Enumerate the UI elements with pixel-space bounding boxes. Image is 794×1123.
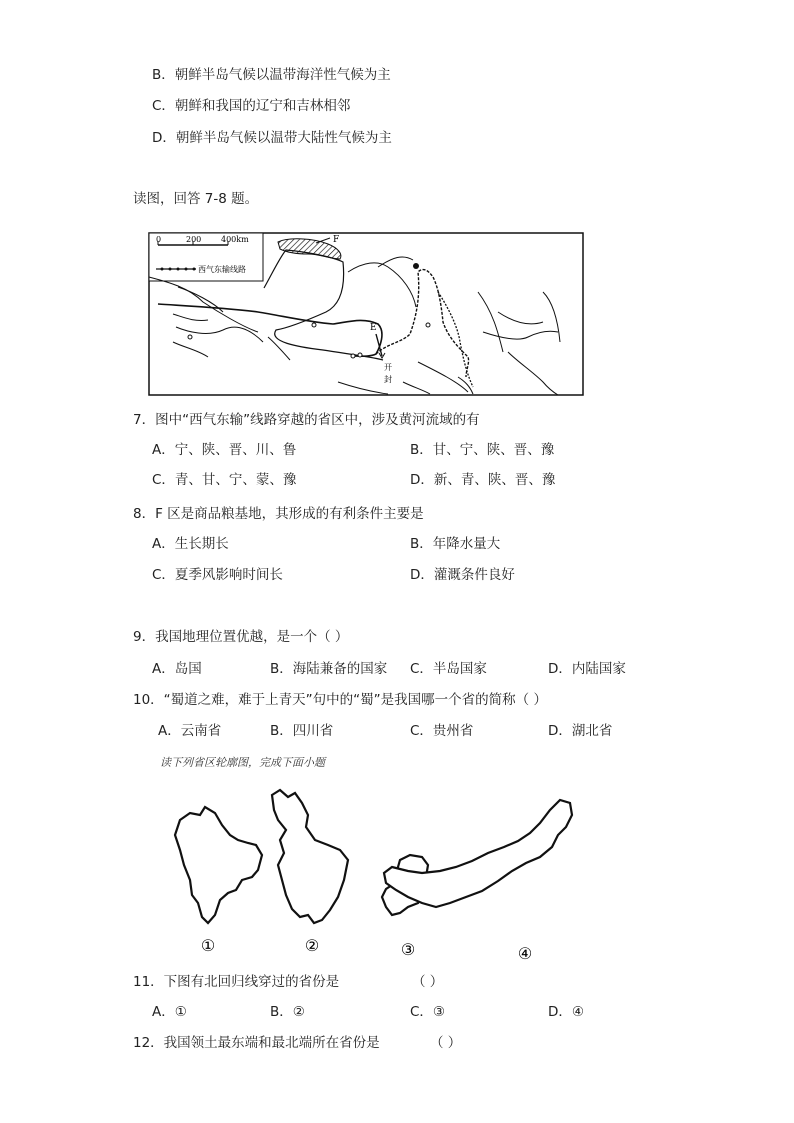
q8-option-d: D．灌溉条件良好 — [410, 567, 515, 583]
q9-option-b: B．海陆兼备的国家 — [270, 661, 388, 677]
q8-option-c: C．夏季风影响时间长 — [152, 567, 283, 583]
q9-option-d: D．内陆国家 — [548, 661, 626, 677]
q11-option-c: C．③ — [410, 1004, 446, 1020]
q11-option-a: A．① — [152, 1004, 187, 1020]
intro-11-12: 读下列省区轮廓图，完成下面小题 — [160, 756, 325, 769]
province-label-1: ① — [200, 936, 216, 955]
q12-stem: 12．我国领土最东端和最北端所在省份是 — [133, 1035, 380, 1051]
prev-option-c: C．朝鲜和我国的辽宁和吉林相邻 — [152, 98, 351, 114]
q7-option-c: C．青、甘、宁、蒙、豫 — [152, 472, 297, 488]
q10-option-b: B．四川省 — [270, 723, 334, 739]
city-kaifeng-2: 封 — [384, 375, 392, 384]
city-kaifeng-1: 开 — [384, 363, 392, 372]
q12-paren: （ ） — [430, 1035, 462, 1051]
west-east-gas-map — [148, 232, 584, 396]
q7-option-a: A．宁、陕、晋、川、鲁 — [152, 442, 297, 458]
label-e: E — [370, 323, 377, 333]
province-label-4: ④ — [517, 944, 533, 963]
q10-option-c: C．贵州省 — [410, 723, 474, 739]
q11-stem: 11．下图有北回归线穿过的省份是 — [133, 974, 340, 990]
q11-option-b: B．② — [270, 1004, 305, 1020]
province-label-2: ② — [304, 936, 320, 955]
legend-pipeline-label: 西气东输线路 — [198, 265, 246, 274]
q9-option-a: A．岛国 — [152, 661, 202, 677]
q10-stem: 10．“蜀道之难，难于上青天”句中的“蜀”是我国哪一个省的简称（ ） — [133, 692, 547, 708]
q7-option-d: D．新、青、陕、晋、豫 — [410, 472, 556, 488]
intro-7-8: 读图，回答 7-8 题。 — [133, 191, 259, 207]
label-f: F — [333, 235, 340, 245]
province-outline-2 — [272, 790, 348, 923]
prev-option-d: D．朝鲜半岛气候以温带大陆性气候为主 — [152, 130, 392, 146]
scale-label-200: 200 — [186, 235, 202, 244]
province-outline-1 — [175, 807, 262, 923]
prev-option-b: B．朝鲜半岛气候以温带海洋性气候为主 — [152, 67, 391, 83]
q8-option-b: B．年降水量大 — [410, 536, 501, 552]
q9-stem: 9．我国地理位置优越，是一个（ ） — [133, 629, 349, 645]
q7-option-b: B．甘、宁、陕、晋、豫 — [410, 442, 555, 458]
q8-option-a: A．生长期长 — [152, 536, 229, 552]
province-outlines — [160, 785, 600, 965]
q10-option-a: A．云南省 — [158, 723, 222, 739]
q8-stem: 8．F 区是商品粮基地，其形成的有利条件主要是 — [133, 506, 424, 522]
q11-option-d: D．④ — [548, 1004, 584, 1020]
scale-label-400: 400km — [221, 235, 249, 244]
q11-paren: （ ） — [412, 974, 444, 990]
province-outline-4 — [384, 800, 572, 907]
q7-stem: 7．图中“西气东输”线路穿越的省区中，涉及黄河流域的有 — [133, 412, 480, 428]
scale-label-0: 0 — [156, 235, 162, 244]
q9-option-c: C．半岛国家 — [410, 661, 487, 677]
province-label-3: ③ — [400, 940, 416, 959]
q10-option-d: D．湖北省 — [548, 723, 613, 739]
